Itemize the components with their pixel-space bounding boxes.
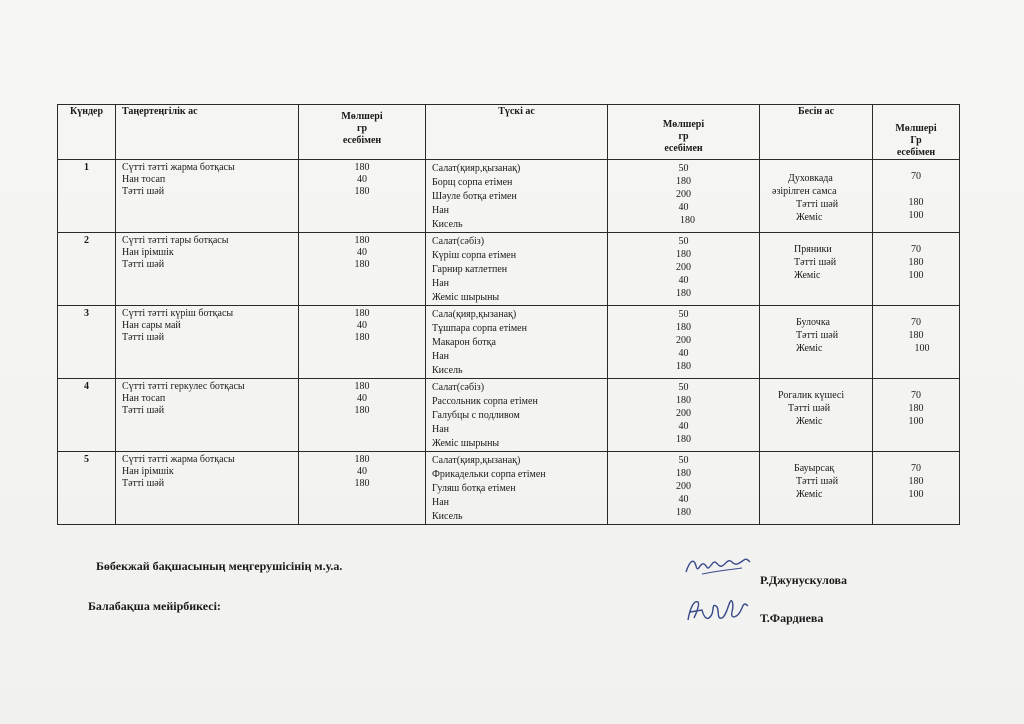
header-snack: Бесін ас xyxy=(760,105,873,160)
snack-cell-line: Тәтті шәй xyxy=(794,257,837,268)
day-number: 2 xyxy=(58,233,116,306)
lunch-qty-cell-line: 50 xyxy=(678,455,689,466)
header-lunch-qty: Мөлшері гр есебімен xyxy=(608,105,760,160)
lunch-qty-cell-line: 200 xyxy=(676,481,691,492)
breakfast-qty-cell-line: 40 xyxy=(357,320,367,331)
breakfast-cell-line: Сүтті тәтті жарма ботқасы xyxy=(122,162,235,173)
breakfast-qty-cell-line: 180 xyxy=(354,162,370,173)
lunch-cell-line: Борщ сорпа етімен xyxy=(432,177,513,188)
snack-cell-line: Бауырсақ xyxy=(794,463,835,474)
snack-qty-cell-line: 70 xyxy=(911,390,921,401)
lunch-qty-cell-line: 50 xyxy=(678,236,689,247)
lunch-cell-line: Кисель xyxy=(432,365,463,376)
lunch-cell-line: Гарнир катлетпен xyxy=(432,264,508,275)
snack-cell xyxy=(760,306,873,379)
header-breakfast: Таңертеңгілік ас xyxy=(116,105,299,160)
lunch-qty-cell-line: 50 xyxy=(678,309,689,320)
lunch-qty-cell-line: 200 xyxy=(676,335,691,346)
lunch-qty-cell xyxy=(608,233,760,306)
lunch-cell-line: Күріш сорпа етімен xyxy=(432,250,517,261)
table-row xyxy=(58,233,960,306)
lunch-cell-line: Галубцы с подливом xyxy=(432,410,520,421)
breakfast-qty-cell xyxy=(299,160,426,233)
snack-cell-line: Тәтті шәй xyxy=(796,476,839,487)
header-lunch: Түскі ас xyxy=(426,105,608,160)
head-role-label: Бөбекжай бақшасының меңгерушісінің м.у.а. xyxy=(96,559,343,573)
snack-qty-cell xyxy=(873,233,960,306)
day-number: 3 xyxy=(58,306,116,379)
lunch-cell-line: Салат(қияр,қызанақ) xyxy=(432,455,521,466)
snack-qty-cell-line: 100 xyxy=(908,270,924,281)
breakfast-cell xyxy=(116,160,299,233)
snack-cell-line: Жеміс xyxy=(796,343,823,354)
snack-qty-cell xyxy=(873,379,960,452)
lunch-cell xyxy=(426,306,608,379)
lunch-cell-line: Нан xyxy=(432,424,450,435)
lunch-cell-line: Фрикадельки сорпа етімен xyxy=(432,469,546,480)
lunch-qty-cell-line: 180 xyxy=(676,434,691,445)
snack-qty-cell-line: 180 xyxy=(908,403,924,414)
breakfast-cell-line: Нан ірімшік xyxy=(122,466,174,477)
lunch-qty-cell-line: 180 xyxy=(676,507,691,518)
lunch-cell-line: Сала(қияр,қызанақ) xyxy=(432,309,517,320)
header-breakfast-qty: Мөлшері гр есебімен xyxy=(299,105,426,160)
lunch-cell-line: Кисель xyxy=(432,511,463,522)
lunch-cell-line: Кисель xyxy=(432,219,463,230)
snack-qty-cell-line: 180 xyxy=(908,330,924,341)
snack-qty-cell xyxy=(873,160,960,233)
lunch-qty-cell-line: 50 xyxy=(678,382,689,393)
lunch-qty-cell xyxy=(608,379,760,452)
snack-qty-cell-line: 180 xyxy=(908,197,924,208)
breakfast-cell xyxy=(116,306,299,379)
breakfast-cell-line: Тәтті шәй xyxy=(122,332,165,343)
nurse-signature-image xyxy=(682,594,754,628)
snack-cell-line: Жеміс xyxy=(796,212,823,223)
breakfast-qty-cell-line: 40 xyxy=(357,174,367,185)
snack-cell xyxy=(760,160,873,233)
breakfast-cell-line: Нан сары май xyxy=(122,320,181,331)
snack-qty-cell-line: 180 xyxy=(908,476,924,487)
breakfast-qty-cell-line: 180 xyxy=(354,454,370,465)
breakfast-qty-cell-line: 180 xyxy=(354,332,370,343)
table-row xyxy=(58,452,960,525)
snack-cell-line: Жеміс xyxy=(794,270,821,281)
lunch-cell-line: Гуляш ботқа етімен xyxy=(432,483,516,494)
lunch-cell xyxy=(426,233,608,306)
breakfast-cell-line: Нан ірімшік xyxy=(122,247,174,258)
snack-cell-line: әзірілген самса xyxy=(772,186,837,197)
breakfast-qty-cell-line: 180 xyxy=(354,381,370,392)
lunch-cell-line: Жеміс шырыны xyxy=(432,292,500,303)
lunch-cell-line: Нан xyxy=(432,351,450,362)
breakfast-qty-cell xyxy=(299,233,426,306)
head-name: Р.Джунускулова xyxy=(760,573,848,587)
snack-qty-cell-line: 180 xyxy=(908,257,924,268)
lunch-cell xyxy=(426,160,608,233)
lunch-qty-cell-line: 200 xyxy=(676,408,691,419)
lunch-qty-cell-line: 40 xyxy=(678,275,689,286)
snack-qty-cell-line: 70 xyxy=(911,171,921,182)
snack-cell-line: Рогалик күшесі xyxy=(778,390,845,401)
lunch-qty-cell-line: 40 xyxy=(678,348,689,359)
breakfast-cell-line: Сүтті тәтті геркулес ботқасы xyxy=(122,381,245,392)
snack-cell xyxy=(760,233,873,306)
snack-qty-cell xyxy=(873,452,960,525)
lunch-qty-cell-line: 180 xyxy=(676,395,691,406)
lunch-cell-line: Рассольник сорпа етімен xyxy=(432,396,538,407)
breakfast-cell-line: Тәтті шәй xyxy=(122,259,165,270)
lunch-qty-cell-line: 180 xyxy=(676,361,691,372)
nurse-role-label: Балабақша мейірбикесі: xyxy=(88,599,221,613)
lunch-qty-cell-line: 40 xyxy=(678,202,689,213)
table-row xyxy=(58,379,960,452)
breakfast-qty-cell-line: 40 xyxy=(357,393,367,404)
snack-cell-line: Жеміс xyxy=(796,416,823,427)
breakfast-cell xyxy=(116,379,299,452)
breakfast-cell-line: Тәтті шәй xyxy=(122,405,165,416)
snack-qty-cell-line: 100 xyxy=(908,489,924,500)
lunch-qty-cell xyxy=(608,160,760,233)
breakfast-qty-cell-line: 180 xyxy=(354,478,370,489)
lunch-qty-cell-line: 180 xyxy=(676,322,691,333)
snack-cell-line: Пряники xyxy=(794,244,832,255)
snack-cell-line: Духовкада xyxy=(788,173,833,184)
breakfast-qty-cell-line: 180 xyxy=(354,405,370,416)
snack-cell xyxy=(760,452,873,525)
lunch-cell-line: Жеміс шырыны xyxy=(432,438,500,449)
snack-qty-cell-line: 70 xyxy=(911,317,921,328)
nurse-name: Т.Фардиева xyxy=(760,611,824,625)
breakfast-qty-cell xyxy=(299,452,426,525)
lunch-qty-cell-line: 200 xyxy=(676,189,691,200)
breakfast-cell-line: Сүтті тәтті жарма ботқасы xyxy=(122,454,235,465)
lunch-qty-cell-line: 50 xyxy=(678,163,689,174)
snack-qty-cell-line xyxy=(873,183,959,196)
breakfast-cell-line: Нан тосап xyxy=(122,393,166,404)
lunch-qty-cell-line: 180 xyxy=(676,249,691,260)
snack-cell-line: Тәтті шәй xyxy=(788,403,831,414)
snack-qty-cell-line: 70 xyxy=(911,244,921,255)
snack-cell-line: Булочка xyxy=(796,317,830,328)
table-row xyxy=(58,160,960,233)
lunch-qty-cell-line: 200 xyxy=(676,262,691,273)
snack-qty-cell xyxy=(873,306,960,379)
header-day: Күндер xyxy=(58,105,116,160)
breakfast-cell-line: Нан тосап xyxy=(122,174,166,185)
breakfast-cell-line: Тәтті шәй xyxy=(122,186,165,197)
lunch-qty-cell-line: 40 xyxy=(678,421,689,432)
lunch-cell-line: Тұшпара сорпа етімен xyxy=(432,323,527,334)
snack-cell-line: Тәтті шәй xyxy=(796,330,839,341)
breakfast-cell xyxy=(116,452,299,525)
breakfast-cell-line: Сүтті тәтті тары ботқасы xyxy=(122,235,229,246)
menu-table xyxy=(57,104,960,525)
lunch-cell-line: Нан xyxy=(432,205,450,216)
lunch-cell-line: Шәуле ботқа етімен xyxy=(432,191,517,202)
lunch-qty-cell xyxy=(608,452,760,525)
lunch-cell-line: Салат(сәбіз) xyxy=(432,236,485,247)
lunch-cell-line: Макарон ботқа xyxy=(432,337,496,348)
breakfast-qty-cell-line: 180 xyxy=(354,186,370,197)
breakfast-cell-line: Тәтті шәй xyxy=(122,478,165,489)
table-row xyxy=(58,306,960,379)
day-number: 5 xyxy=(58,452,116,525)
header-snack-qty: Мөлшері Гр есебімен xyxy=(873,105,960,160)
lunch-qty-cell-line: 40 xyxy=(678,494,689,505)
lunch-qty-cell xyxy=(608,306,760,379)
breakfast-qty-cell-line: 40 xyxy=(357,247,367,258)
breakfast-qty-cell-line: 180 xyxy=(354,308,370,319)
day-number: 1 xyxy=(58,160,116,233)
lunch-qty-cell-line: 180 xyxy=(676,288,691,299)
breakfast-qty-cell-line: 180 xyxy=(354,235,370,246)
lunch-cell-line: Нан xyxy=(432,278,450,289)
lunch-cell xyxy=(426,452,608,525)
breakfast-qty-cell xyxy=(299,306,426,379)
head-signature-image xyxy=(682,552,754,580)
lunch-cell-line: Салат(сәбіз) xyxy=(432,382,485,393)
lunch-cell-line: Нан xyxy=(432,497,450,508)
day-number: 4 xyxy=(58,379,116,452)
lunch-qty-cell-line: 180 xyxy=(676,176,691,187)
snack-cell xyxy=(760,379,873,452)
snack-cell-line: Жеміс xyxy=(796,489,823,500)
lunch-cell-line: Салат(қияр,қызанақ) xyxy=(432,163,521,174)
lunch-qty-cell-line: 180 xyxy=(676,468,691,479)
snack-qty-cell-line: 70 xyxy=(911,463,921,474)
breakfast-cell xyxy=(116,233,299,306)
header-row xyxy=(58,105,960,160)
snack-qty-cell-line: 100 xyxy=(908,210,924,221)
snack-qty-cell-line: 100 xyxy=(914,343,930,354)
lunch-qty-cell-line: 180 xyxy=(680,215,695,226)
breakfast-cell-line: Сүтті тәтті күріш ботқасы xyxy=(122,308,234,319)
snack-cell-line: Тәтті шәй xyxy=(796,199,839,210)
snack-qty-cell-line: 100 xyxy=(908,416,924,427)
lunch-cell xyxy=(426,379,608,452)
breakfast-qty-cell-line: 180 xyxy=(354,259,370,270)
breakfast-qty-cell xyxy=(299,379,426,452)
breakfast-qty-cell-line: 40 xyxy=(357,466,367,477)
